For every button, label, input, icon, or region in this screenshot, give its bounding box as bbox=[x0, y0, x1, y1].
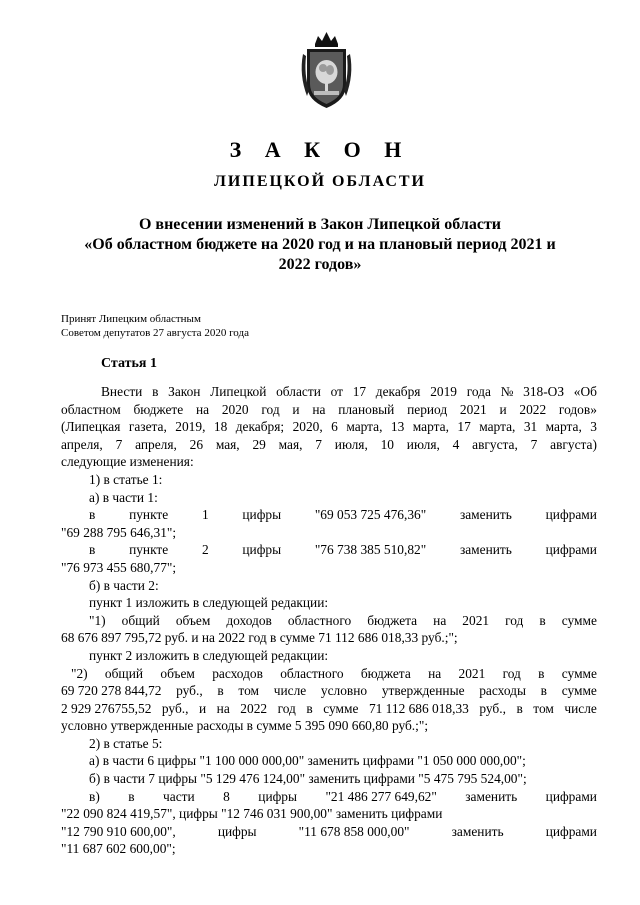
body-line: "22 090 824 419,57", цифры "12 746 031 900,00" заменить цифрами bbox=[61, 806, 443, 822]
body-line bbox=[61, 401, 597, 419]
law-heading bbox=[40, 215, 600, 275]
word: марта, bbox=[346, 419, 383, 435]
word: "11 678 858 000,00" bbox=[298, 823, 410, 839]
word: в bbox=[539, 612, 546, 628]
word: Закон bbox=[168, 384, 201, 399]
word: 13 bbox=[390, 419, 405, 435]
body-line bbox=[61, 541, 597, 559]
word: 7 bbox=[530, 436, 538, 452]
word: в bbox=[306, 700, 313, 716]
body-line bbox=[61, 612, 597, 630]
word: 71 112 686 018,33 bbox=[368, 700, 469, 716]
word: 69 720 278 844,72 bbox=[61, 683, 162, 699]
adoption-note-line: Принят Липецким областным bbox=[61, 313, 201, 325]
body-line bbox=[61, 506, 597, 524]
word: руб., bbox=[176, 683, 203, 699]
word: декабря; bbox=[235, 419, 285, 435]
word: цифры bbox=[258, 788, 297, 804]
word: в) bbox=[89, 788, 100, 804]
word: бюджете bbox=[133, 401, 184, 417]
word: 2019, bbox=[175, 419, 206, 435]
word: "2) bbox=[71, 665, 88, 681]
word: "12 790 910 600,00", bbox=[61, 823, 176, 839]
word: марта, bbox=[479, 419, 516, 435]
word: цифрами bbox=[545, 823, 597, 839]
word: 7 bbox=[315, 436, 322, 452]
word: мая, bbox=[215, 436, 240, 452]
word: 8 bbox=[223, 788, 230, 804]
word: газета, bbox=[128, 419, 167, 435]
word: 10 bbox=[380, 436, 394, 452]
word: 318-ОЗ bbox=[523, 384, 565, 399]
word: расходов bbox=[212, 665, 263, 681]
word: плановый bbox=[338, 401, 395, 417]
word: цифры bbox=[242, 542, 282, 558]
word: 2021 bbox=[462, 612, 490, 628]
word: цифры bbox=[242, 507, 282, 523]
word: условно bbox=[320, 683, 368, 699]
word: утвержденные bbox=[381, 683, 465, 699]
document-title: З А К О Н bbox=[229, 137, 411, 162]
word: год bbox=[502, 665, 521, 681]
body-line bbox=[61, 788, 597, 806]
word: 2021 bbox=[459, 401, 487, 417]
word: марта, bbox=[545, 419, 582, 435]
word: сумме bbox=[561, 665, 597, 681]
word: 29 bbox=[252, 436, 266, 452]
word: общий bbox=[121, 612, 160, 628]
word: 2021 bbox=[458, 665, 486, 681]
word: заменить bbox=[451, 823, 504, 839]
word: цифрами bbox=[545, 542, 597, 558]
word: на bbox=[216, 700, 230, 716]
word: 2 929 276755,52 bbox=[61, 700, 152, 716]
body-line: 1) в статье 1: bbox=[89, 471, 163, 487]
body-line: пункт 1 изложить в следующей редакции: bbox=[89, 595, 329, 611]
word: марта, bbox=[412, 419, 449, 435]
word: в bbox=[89, 542, 96, 558]
body-line bbox=[61, 436, 597, 454]
word: Внести bbox=[101, 384, 143, 399]
body-line: пункт 2 изложить в следующей редакции: bbox=[89, 647, 329, 663]
word: бюджета bbox=[367, 612, 418, 628]
document-subtitle: ЛИПЕЦКОЙ ОБЛАСТИ bbox=[214, 173, 426, 190]
body-line bbox=[61, 682, 597, 700]
word: апреля, bbox=[135, 436, 177, 452]
body-line: условно утвержденные расходы в сумме 5 395 090 660,80 руб.;"; bbox=[61, 718, 429, 734]
word: области bbox=[276, 384, 321, 399]
word: декабря bbox=[375, 384, 421, 399]
word: заменить bbox=[459, 542, 512, 558]
word: цифры bbox=[217, 823, 257, 839]
word: Липецкой bbox=[210, 384, 267, 399]
body-line: б) в части 2: bbox=[89, 577, 159, 593]
word: 2020 bbox=[221, 401, 249, 417]
body-line: "69 288 795 646,31"; bbox=[61, 524, 177, 540]
body-line: "11 687 602 600,00"; bbox=[61, 841, 176, 857]
word: июля, bbox=[334, 436, 368, 452]
word: 17 bbox=[352, 384, 367, 399]
word: на bbox=[428, 665, 442, 681]
word: заменить bbox=[465, 788, 518, 804]
word: мая, bbox=[278, 436, 303, 452]
word: № bbox=[500, 384, 514, 399]
word: "69 053 725 476,36" bbox=[314, 507, 427, 523]
word: в bbox=[152, 384, 159, 399]
word: в bbox=[217, 683, 224, 699]
word: областного bbox=[280, 665, 344, 681]
body-line: 2) в статье 5: bbox=[89, 735, 163, 751]
word: 2022 bbox=[240, 700, 268, 716]
word: сумме bbox=[561, 683, 597, 699]
word: 2019 bbox=[430, 384, 457, 399]
word: (Липецкая bbox=[61, 419, 121, 435]
word: период bbox=[407, 401, 448, 417]
word: годов» bbox=[558, 401, 597, 417]
word: год bbox=[277, 700, 296, 716]
word: в bbox=[89, 507, 96, 523]
word: расходы bbox=[479, 683, 526, 699]
word: "1) bbox=[89, 612, 106, 628]
word: июля, bbox=[406, 436, 440, 452]
word: августа) bbox=[550, 436, 597, 452]
body-line bbox=[61, 823, 597, 841]
word: том bbox=[238, 683, 260, 699]
word: цифрами bbox=[545, 507, 597, 523]
word: 7 bbox=[115, 436, 123, 452]
word: объем bbox=[160, 665, 195, 681]
law-heading-line: О внесении изменений в Закон Липецкой области bbox=[138, 216, 502, 233]
word: "21 486 277 649,62" bbox=[325, 788, 437, 804]
word: сумме bbox=[561, 612, 597, 628]
article-body bbox=[61, 383, 597, 858]
word: 2020, bbox=[292, 419, 323, 435]
word: числе bbox=[273, 683, 307, 699]
word: на bbox=[433, 612, 447, 628]
body-line bbox=[61, 418, 597, 436]
word: числе bbox=[564, 700, 597, 716]
word: в bbox=[128, 788, 135, 804]
law-heading-line: «Об областном бюджете на 2020 год и на плановый период 2021 и bbox=[84, 236, 556, 253]
word: общий bbox=[104, 665, 144, 681]
body-line bbox=[61, 700, 597, 718]
word: 1 bbox=[201, 507, 209, 523]
word: «Об bbox=[573, 384, 597, 399]
word: 17 bbox=[457, 419, 471, 435]
word: руб., bbox=[479, 700, 506, 716]
word: в bbox=[516, 700, 523, 716]
word: на bbox=[312, 401, 326, 417]
adoption-note-line: Советом депутатов 27 августа 2020 года bbox=[61, 327, 249, 339]
word: 6 bbox=[331, 419, 338, 435]
word: на bbox=[195, 401, 210, 417]
word: в bbox=[540, 683, 547, 699]
law-heading-line: 2022 годов» bbox=[278, 256, 362, 273]
word: доходов bbox=[226, 612, 272, 628]
body-line: а) в части 6 цифры "1 100 000 000,00" заменить цифрами "1 050 000 000,00"; bbox=[89, 753, 526, 769]
word: сумме bbox=[323, 700, 359, 716]
body-line: б) в части 7 цифры "5 129 476 124,00" заменить цифрами "5 475 795 524,00"; bbox=[89, 771, 527, 787]
adoption-note bbox=[61, 312, 249, 340]
word: цифрами bbox=[545, 788, 597, 804]
word: "76 738 385 510,82" bbox=[314, 542, 427, 558]
word: областного bbox=[287, 612, 352, 628]
word: года bbox=[466, 384, 491, 399]
word: том bbox=[533, 700, 554, 716]
word: пункте bbox=[129, 507, 169, 523]
word: заменить bbox=[459, 507, 512, 523]
word: объем bbox=[175, 612, 211, 628]
word: от bbox=[330, 384, 343, 399]
word: 2 bbox=[201, 542, 209, 558]
word: 2022 bbox=[519, 401, 547, 417]
article-title: Статья 1 bbox=[101, 356, 157, 371]
word: и bbox=[198, 700, 207, 716]
word: год bbox=[505, 612, 524, 628]
body-line bbox=[61, 665, 597, 683]
word: руб., bbox=[161, 700, 189, 716]
word: апреля, bbox=[61, 436, 103, 452]
word: 3 bbox=[590, 419, 597, 435]
body-line bbox=[61, 383, 597, 401]
word: 18 bbox=[213, 419, 228, 435]
word: и bbox=[292, 401, 300, 417]
word: 31 bbox=[523, 419, 538, 435]
body-line: 68 676 897 795,72 руб. и на 2022 год в сумме 71 112 686 018,33 руб.;"; bbox=[61, 630, 458, 646]
body-line: следующие изменения: bbox=[61, 454, 194, 470]
coat-of-arms-emblem bbox=[299, 30, 354, 112]
body-line: а) в части 1: bbox=[89, 489, 158, 505]
body-line: "76 973 455 680,77"; bbox=[61, 559, 177, 575]
word: и bbox=[499, 401, 507, 417]
word: пункте bbox=[129, 542, 169, 558]
word: в bbox=[538, 665, 545, 681]
word: областном bbox=[61, 401, 121, 417]
word: год bbox=[261, 401, 280, 417]
word: 26 bbox=[189, 436, 204, 452]
word: бюджета bbox=[360, 665, 411, 681]
word: августа, bbox=[472, 436, 518, 452]
word: части bbox=[163, 788, 195, 804]
word: 4 bbox=[452, 436, 460, 452]
